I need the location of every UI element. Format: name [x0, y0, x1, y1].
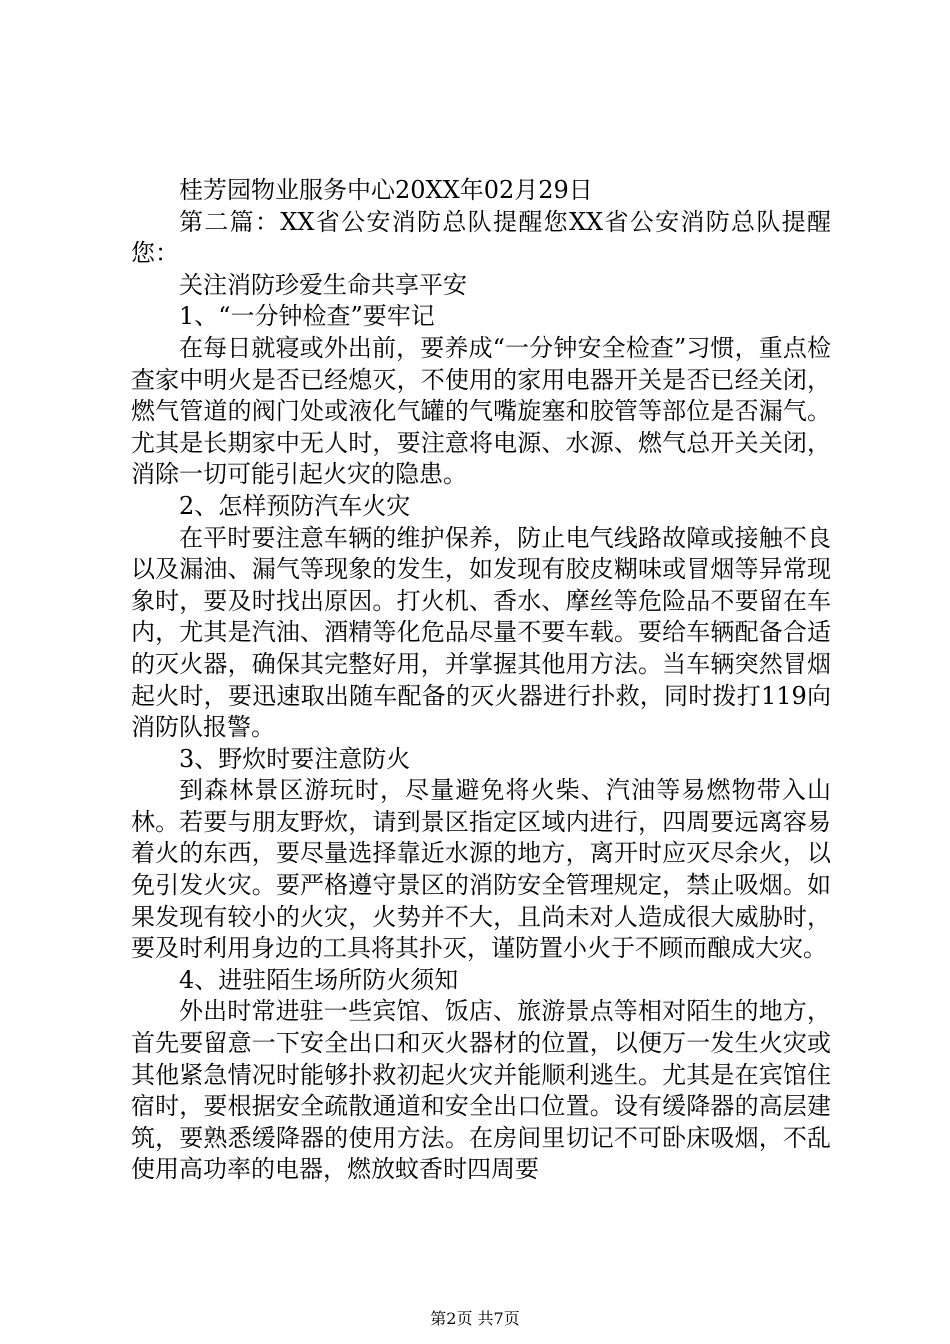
item-body-1: 在每日就寝或外出前，要养成“一分钟安全检查”习惯，重点检查家中明火是否已经熄灭，不使用的家用电器开关是否已经关闭，燃气管道的阀门处或液化气罐的气嘴旋塞和胶管等部位是否漏气。尤其是长期家中无人时，要注意将电源、水源、燃气总开关关闭，消除一切可能引起火灾的隐患。	[131, 333, 831, 489]
item-heading-2: 2、怎样预防汽车火灾	[179, 491, 411, 520]
page-number-footer: 第2页 共7页	[430, 1309, 520, 1328]
document-body	[131, 175, 831, 1186]
item-body-3: 到森林景区游玩时，尽量避免将火柴、汽油等易燃物带入山林。若要与朋友野炊，请到景区指定区域内进行，四周要远离容易着火的东西，要尽量选择靠近水源的地方，离开时应灭尽余火，以免引发火灾。要严格遵守景区的消防安全管理规定，禁止吸烟。如果发现有较小的火灾，火势并不大，且尚未对人造成很大威胁时，要及时利用身边的工具将其扑灭，谨防置小火于不顾而酿成大灾。	[131, 776, 831, 963]
item-body-4: 外出时常进驻一些宾馆、饭店、旅游景点等相对陌生的地方，首先要留意一下安全出口和灭火器材的位置，以便万一发生火灾或其他紧急情况时能够扑救初起火灾并能顺利逃生。尤其是在宾馆住宿时，要根据安全疏散通道和安全出口位置。设有缓降器的高层建筑，要熟悉缓降器的使用方法。在房间里切记不可卧床吸烟，不乱使用高功率的电器，燃放蚊香时四周要	[131, 997, 831, 1184]
item-heading-3: 3、野炊时要注意防火	[179, 744, 411, 773]
item-heading-1: 1、“一分钟检查”要牢记	[179, 302, 435, 331]
item-body-2: 在平时要注意车辆的维护保养，防止电气线路故障或接触不良以及漏油、漏气等现象的发生，如发现有胶皮糊味或冒烟等异常现象时，要及时找出原因。打火机、香水、摩丝等危险品不要留在车内，尤其是汽油、酒精等化危品尽量不要车载。要给车辆配备合适的灭火器，确保其完整好用，并掌握其他用方法。当车辆突然冒烟起火时，要迅速取出随车配备的灭火器进行扑救，同时拨打119向消防队报警。	[131, 523, 831, 742]
section-heading: 第二篇：XX省公安消防总队提醒您XX省公安消防总队提醒您：	[131, 207, 831, 268]
slogan-line: 关注消防珍爱生命共享平安	[179, 270, 467, 299]
signature-line: 桂芳园物业服务中心20XX年02月29日	[179, 176, 593, 204]
item-heading-4: 4、进驻陌生场所防火须知	[179, 965, 459, 994]
